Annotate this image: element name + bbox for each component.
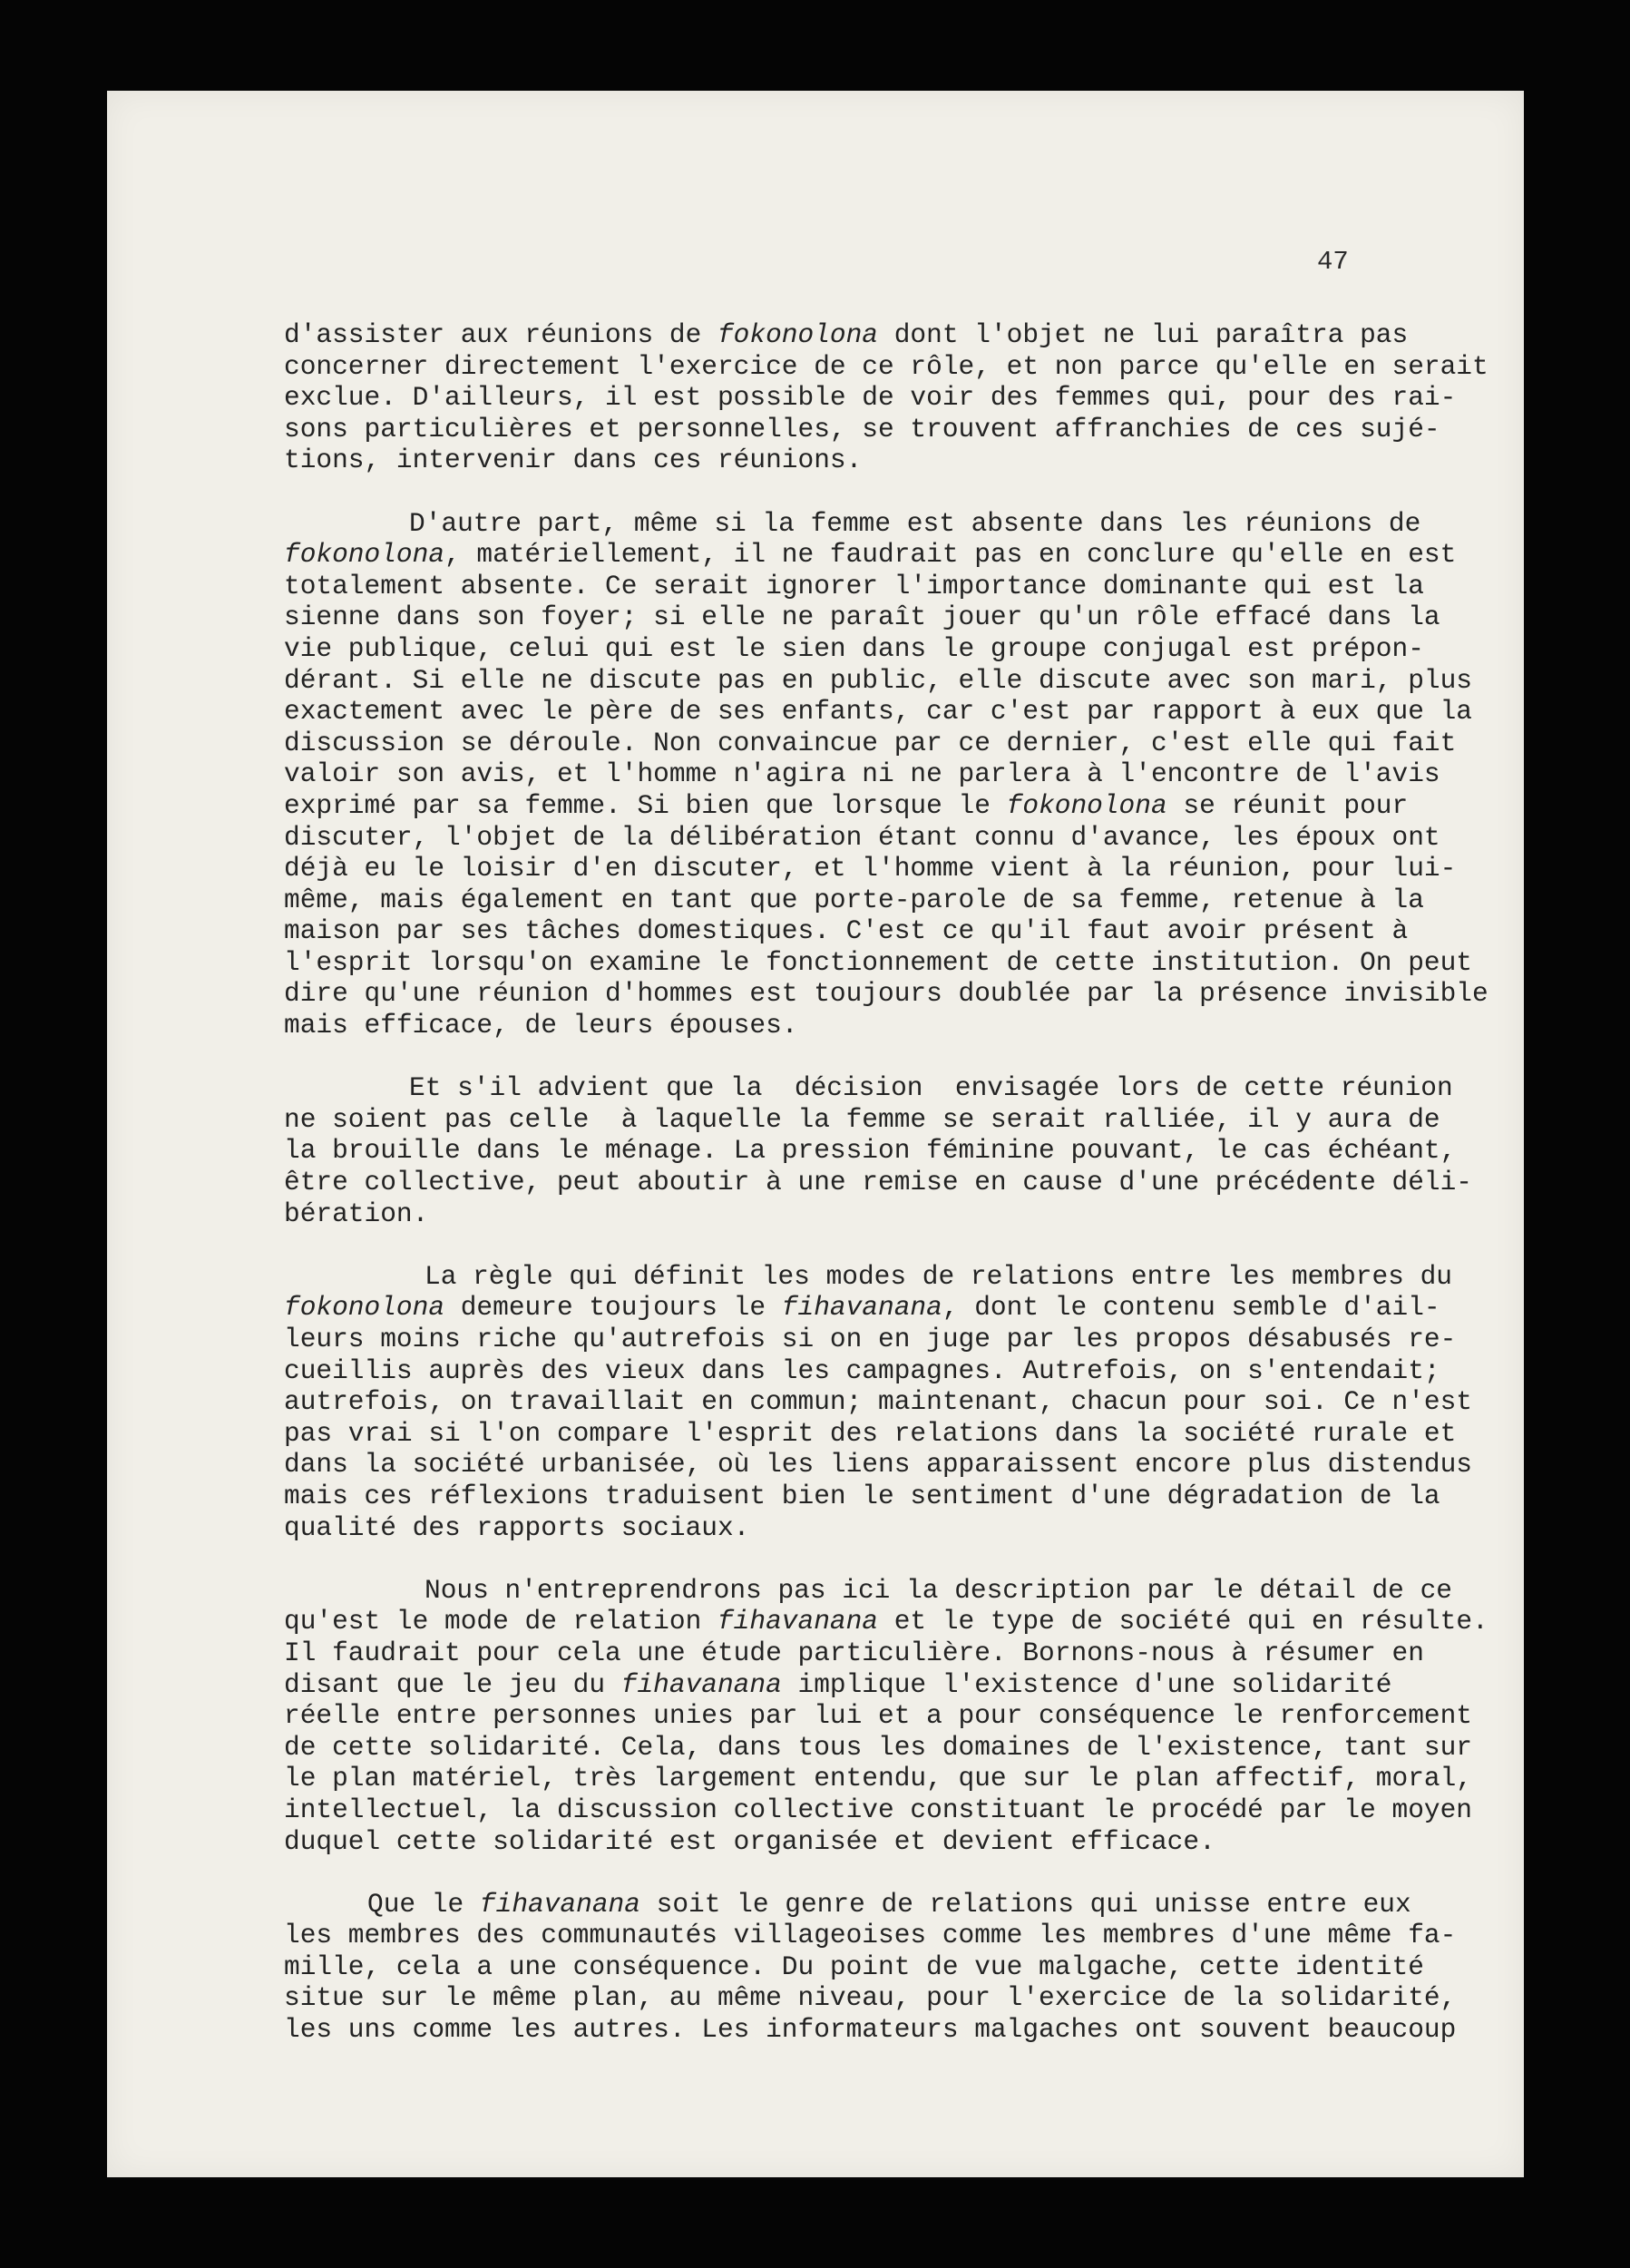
text-line — [284, 1606, 1488, 1637]
text-run: leurs moins riche qu'autrefois si on en juge par les propos désabusés re- — [284, 1324, 1457, 1354]
text-line — [284, 632, 1424, 665]
text-line — [284, 1920, 1457, 1951]
text-line — [284, 539, 1457, 571]
text-line — [284, 1480, 1440, 1512]
text-run: d'assister aux réunions de — [284, 319, 717, 350]
paragraph — [284, 1574, 1488, 1857]
text-run: totalement absente. Ce serait ignorer l'importance dominante qui est la — [284, 570, 1424, 601]
page-number: 47 — [1317, 247, 1349, 277]
text-run: dire qu'une réunion d'hommes est toujours doublée par la présence invisible — [284, 978, 1488, 1010]
text-run: qu'est le mode de relation — [284, 1606, 717, 1637]
text-line — [284, 1574, 1452, 1607]
text-line — [284, 1889, 1418, 1921]
text-line — [284, 1449, 1473, 1481]
italic-term: fihavanana — [781, 1292, 942, 1324]
text-run: disant que le jeu du — [284, 1668, 621, 1700]
text-line — [284, 1731, 1473, 1764]
text-run: même, mais également en tant que porte-parole de sa femme, retenue à la — [284, 884, 1424, 915]
text-run: Que le — [367, 1888, 480, 1920]
text-run: dans la société urbanisée, où les liens apparaissent encore plus distendus — [284, 1449, 1473, 1481]
text-line — [284, 1324, 1457, 1355]
text-run: implique l'existence d'une solidarité — [781, 1668, 1392, 1700]
text-line — [284, 1982, 1457, 2014]
text-line — [284, 1826, 1418, 1858]
text-line — [284, 884, 1424, 916]
text-run: discuter, l'objet de la délibération étant connu d'avance, les époux ont — [284, 821, 1440, 853]
text-run: discussion se déroule. Non convaincue par ce dernier, c'est elle qui fait — [284, 727, 1457, 758]
text-line — [284, 1794, 1473, 1826]
text-run: ne soient pas celle à laquelle la femme se serait ralliée, il y aura de — [284, 1103, 1440, 1135]
text-run: de cette solidarité. Cela, dans tous les domaines de l'existence, tant sur — [284, 1731, 1473, 1763]
text-run: et le type de société qui en résulte. — [878, 1606, 1488, 1637]
text-line — [284, 2014, 1457, 2046]
text-line — [284, 1198, 1418, 1230]
text-line — [284, 507, 1421, 540]
page-body — [284, 319, 1488, 2046]
text-line — [284, 1700, 1473, 1732]
text-run: les uns comme les autres. Les informateurs malgaches ont souvent beaucoup — [284, 2014, 1457, 2046]
text-run: la brouille dans le ménage. La pression féminine pouvant, le cas échéant, — [284, 1135, 1457, 1167]
text-run: maison par ses tâches domestiques. C'est ce qu'il faut avoir présent à — [284, 915, 1409, 947]
text-line — [284, 1950, 1424, 1983]
text-line — [284, 1072, 1453, 1104]
text-run: exprimé par sa femme. Si bien que lorsque le — [284, 789, 1007, 821]
text-run: Il faudrait pour cela une étude particulière. Bornons-nous à résumer en — [284, 1637, 1424, 1668]
text-run: être collective, peut aboutir à une remise en cause d'une précédente déli- — [284, 1167, 1473, 1198]
text-run: demeure toujours le — [444, 1292, 782, 1324]
text-line — [284, 1669, 1418, 1701]
text-run: mais ces réflexions traduisent bien le sentiment d'une dégradation de la — [284, 1480, 1440, 1511]
text-run: le plan matériel, très largement entendu, que sur le plan affectif, moral, — [284, 1763, 1473, 1794]
text-run: Nous n'entreprendrons pas ici la description par le détail de ce — [425, 1574, 1452, 1606]
text-line — [284, 821, 1440, 854]
text-line — [284, 664, 1473, 697]
paragraph — [284, 1260, 1473, 1543]
text-run: concerner directement l'exercice de ce rôle, et non parce qu'elle en serait — [284, 350, 1488, 382]
text-line — [284, 382, 1457, 414]
text-line — [284, 978, 1488, 1010]
text-line — [284, 350, 1488, 383]
text-run: les membres des communautés villageoises comme les membres d'une même fa- — [284, 1920, 1457, 1951]
text-run: sienne dans son foyer; si elle ne paraît jouer qu'un rôle effacé dans la — [284, 601, 1440, 633]
paragraph — [284, 1888, 1457, 2046]
text-run: sons particulières et personnelles, se trouvent affranchies de ces sujé- — [284, 413, 1440, 445]
italic-term: fokonolona — [284, 1292, 445, 1324]
paragraph — [284, 319, 1488, 476]
text-run: cueillis auprès des vieux dans les campagnes. Autrefois, on s'entendait; — [284, 1354, 1440, 1386]
text-run: qualité des rapports sociaux. — [284, 1511, 750, 1543]
text-line — [284, 1417, 1457, 1450]
text-line — [284, 1512, 1418, 1544]
text-run: bération. — [284, 1198, 429, 1229]
italic-term: fihavanana — [479, 1888, 640, 1920]
text-line — [284, 1637, 1424, 1669]
paragraph — [284, 507, 1488, 1041]
text-run: D'autre part, même si la femme est absente dans les réunions de — [409, 507, 1421, 539]
italic-term: fokonolona — [284, 539, 445, 571]
text-line — [284, 319, 1418, 351]
text-line — [284, 570, 1424, 602]
text-run: tions, intervenir dans ces réunions. — [284, 445, 863, 476]
text-run: exactement avec le père de ses enfants, car c'est par rapport à eux que la — [284, 696, 1473, 728]
text-run: pas vrai si l'on compare l'esprit des relations dans la société rurale et — [284, 1417, 1457, 1449]
text-line — [284, 946, 1473, 979]
text-run: mille, cela a une conséquence. Du point de vue malgache, cette identité — [284, 1950, 1424, 1982]
paragraph — [284, 1072, 1473, 1229]
text-run: exclue. D'ailleurs, il est possible de voir des femmes qui, pour des rai- — [284, 382, 1457, 414]
text-line — [284, 1103, 1440, 1136]
text-run: dérant. Si elle ne discute pas en public, elle discute avec son mari, plus — [284, 664, 1473, 696]
text-run: déjà eu le loisir d'en discuter, et l'homme vient à la réunion, pour lui- — [284, 853, 1457, 885]
text-line — [284, 601, 1440, 633]
text-line — [284, 853, 1457, 885]
italic-term: fihavanana — [620, 1668, 782, 1700]
text-line — [284, 696, 1473, 728]
text-run: , dont le contenu semble d'ail- — [942, 1292, 1440, 1324]
text-line — [284, 758, 1440, 790]
text-line — [284, 1763, 1473, 1794]
italic-term: fokonolona — [717, 319, 879, 350]
text-line — [284, 1354, 1440, 1387]
text-run: se réunit pour — [1166, 789, 1409, 821]
text-run: situe sur le même plan, au même niveau, pour l'exercice de la solidarité, — [284, 1982, 1457, 2014]
text-run: dont l'objet ne lui paraîtra pas — [878, 319, 1409, 350]
text-run: vie publique, celui qui est le sien dans le groupe conjugal est prépon- — [284, 632, 1424, 664]
text-line — [284, 1010, 1418, 1041]
text-line — [284, 915, 1418, 947]
text-run: l'esprit lorsqu'on examine le fonctionnement de cette institution. On peut — [284, 946, 1473, 978]
text-run: valoir son avis, et l'homme n'agira ni ne parlera à l'encontre de l'avis — [284, 758, 1440, 790]
text-line — [284, 445, 1418, 476]
text-line — [284, 1292, 1440, 1324]
text-line — [284, 1135, 1457, 1167]
text-run: intellectuel, la discussion collective constituant le procédé par le moyen — [284, 1794, 1473, 1825]
italic-term: fokonolona — [1006, 789, 1167, 821]
text-run: réelle entre personnes unies par lui et a pour conséquence le renforcement — [284, 1700, 1473, 1732]
text-run: autrefois, on travaillait en commun; maintenant, chacun pour soi. Ce n'est — [284, 1386, 1473, 1418]
text-line — [284, 413, 1440, 445]
text-run: La règle qui définit les modes de relations entre les membres du — [425, 1260, 1452, 1292]
text-line — [284, 727, 1457, 759]
text-line — [284, 1260, 1452, 1293]
text-line — [284, 1167, 1473, 1198]
italic-term: fihavanana — [717, 1606, 879, 1637]
text-run: soit le genre de relations qui unisse entre eux — [639, 1888, 1411, 1920]
text-line — [284, 1386, 1473, 1418]
text-run: mais efficace, de leurs épouses. — [284, 1010, 798, 1041]
text-line — [284, 790, 1418, 822]
text-run: Et s'il advient que la décision envisagée lors de cette réunion — [409, 1072, 1453, 1104]
text-run: duquel cette solidarité est organisée et devient efficace. — [284, 1825, 1215, 1857]
text-run: , matériellement, il ne faudrait pas en conclure qu'elle en est — [444, 539, 1457, 571]
